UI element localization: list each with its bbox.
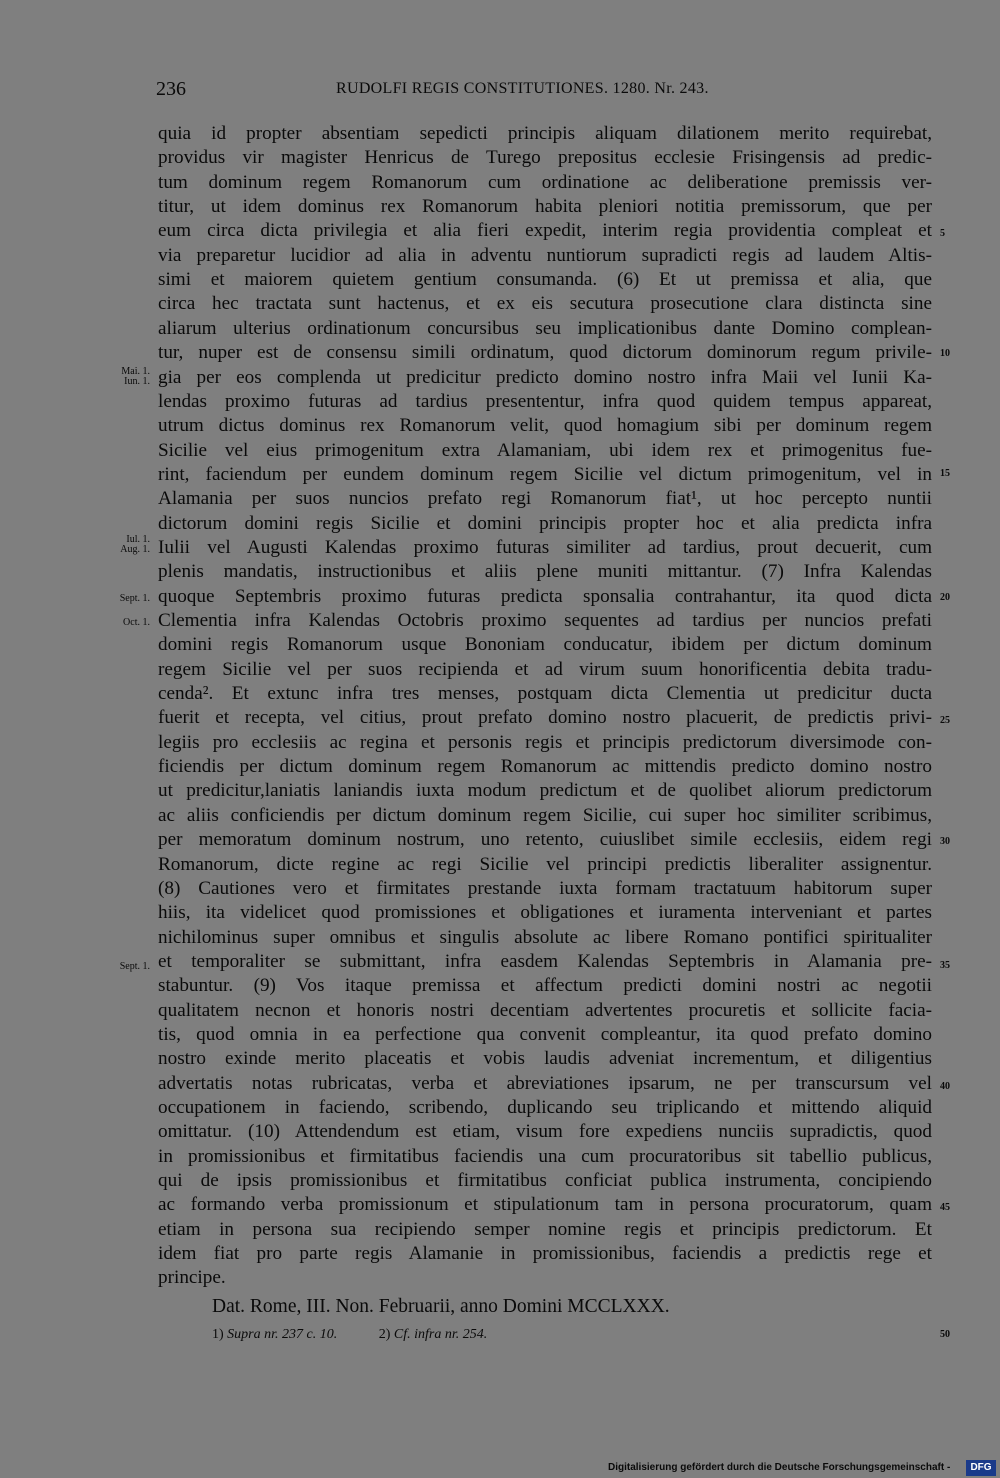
text-line: hiis, ita videlicet quod promissiones et obligationes et iuramenta interveniant et partes <box>158 902 932 923</box>
text-line: Sicilie vel eius primogenitum extra Alamaniam, ubi idem rex et primogenitus fue- <box>158 440 932 461</box>
digitization-credit: Digitalisierung gefördert durch die Deutsche Forschungsgemeinschaft - <box>608 1462 951 1473</box>
text-line: titur, ut idem dominus rex Romanorum habita pleniori notitia premissorum, que per <box>158 196 932 217</box>
text-line: providus vir magister Henricus de Turego prepositus ecclesie Frisingensis ad predic- <box>158 147 932 168</box>
text-line: domini regis Romanorum usque Bononiam conducatur, ibidem per dictum dominum <box>158 634 932 655</box>
text-line: nichilominus super omnibus et singulis absolute ac libere Romano pontifici spiritualiter <box>158 927 932 948</box>
margin-date-sept: Sept. 1. <box>119 593 150 604</box>
line-number: 5 <box>940 228 945 239</box>
text-line: dictorum domini regis Sicilie et domini principis propter hoc et alia predicta infra <box>158 513 932 534</box>
footnote-1-number: 1) <box>212 1327 224 1342</box>
text-line: tis, quod omnia in ea perfectione qua convenit compleantur, ita quod prefato domino <box>158 1024 932 1045</box>
line-number: 10 <box>940 348 950 359</box>
margin-date-sept: Sept. 1. <box>119 961 150 972</box>
text-line: Clementia infra Kalendas Octobris proximo sequentes ad tardius per nuncios prefati <box>158 610 932 631</box>
text-line: tur, nuper est de consensu simili ordinatum, quod dictorum dominorum regum privile- <box>158 342 932 363</box>
line-number: 15 <box>940 468 950 479</box>
text-line: legiis pro ecclesiis ac regina et personis regis et principis predictorum diversimode con- <box>158 732 932 753</box>
text-line: Iulii vel Augusti Kalendas proximo futuras similiter ad tardius, prout decuerit, cum <box>158 537 932 558</box>
text-line: Romanorum, dicte regine ac regi Sicilie vel principi predictis liberaliter assignentur. <box>158 854 932 875</box>
text-line: stabuntur. (9) Vos itaque premissa et affectum predicti domini nostri ac negotii <box>158 975 932 996</box>
text-line: qualitatem necnon et honoris nostri decentiam advertentes procuretis et sollicite facia- <box>158 1000 932 1021</box>
line-number: 40 <box>940 1081 950 1092</box>
footnotes <box>212 1326 487 1344</box>
text-line: principe. <box>158 1267 226 1288</box>
text-line: quoque Septembris proximo futuras predicta sponsalia contrahantur, ita quod dicta <box>158 586 932 607</box>
text-line: circa hec tractata sunt hactenus, et ex eis secutura prosecutione clara distincta sine <box>158 293 932 314</box>
text-line: advertatis notas rubricatas, verba et abreviationes ipsarum, ne per transcursum vel <box>158 1073 932 1094</box>
line-number: 45 <box>940 1202 950 1213</box>
text-line: per memoratum dominum nostrum, uno retento, cuiuslibet simile ecclesiis, eidem regi <box>158 829 932 850</box>
text-line: ac aliis conficiendis per dictum dominum regem Sicilie, cui super hoc similiter scribimus, <box>158 805 932 826</box>
text-line: quia id propter absentiam sepedicti principis aliquam dilationem merito requirebat, <box>158 123 932 144</box>
footnote-2-number: 2) <box>378 1327 391 1342</box>
text-line: occupationem in faciendo, scribendo, duplicando seu triplicando et mittendo aliquid <box>158 1097 932 1118</box>
line-number: 25 <box>940 715 950 726</box>
footnote-1-text: Supra nr. 237 c. 10. <box>227 1327 338 1342</box>
text-line: etiam in persona sua recipiendo semper nomine regis et principis predictorum. Et <box>158 1219 932 1240</box>
text-line: in promissionibus et firmitatibus faciendis una cum procuratoribus sit tabellio publicus, <box>158 1146 932 1167</box>
running-title: RUDOLFI REGIS CONSTITUTIONES. 1280. Nr. 243. <box>336 80 709 97</box>
text-line: regem Sicilie vel per suos recipienda et ad virum suum honorificentia debita tradu- <box>158 659 932 680</box>
text-line: fuerit et recepta, vel citius, prout prefato domino nostro placuerit, de predictis privi- <box>158 707 932 728</box>
line-number: 20 <box>940 592 950 603</box>
text-line: tum dominum regem Romanorum cum ordinatione ac deliberatione premissis ver- <box>158 172 932 193</box>
margin-date-mai: Mai. 1. <box>121 366 150 377</box>
margin-date-aug: Aug. 1. <box>120 544 150 555</box>
text-line: idem fiat pro parte regis Alamanie in promissionibus, faciendis a predictis rege et <box>158 1243 932 1264</box>
text-line: Alamania per suos nuncios prefato regi Romanorum fiat¹, ut hoc percepto nuntii <box>158 488 932 509</box>
line-number: 50 <box>940 1329 950 1340</box>
text-line: omittatur. (10) Attendendum est etiam, visum fore expediens nunciis supradictis, quod <box>158 1121 932 1142</box>
text-line: aliarum ulterius ordinationum concursibus seu implicationibus dante Domino complean- <box>158 318 932 339</box>
text-line: qui de ipsis promissionibus et firmitatibus conficiat publica instrumenta, concipiendo <box>158 1170 932 1191</box>
text-line: simi et maiorem quietem gentium consumanda. (6) Et ut premissa et alia, que <box>158 269 932 290</box>
text-line: (8) Cautiones vero et firmitates prestande iuxta formam tractatuum habitorum super <box>158 878 932 899</box>
line-number: 30 <box>940 836 950 847</box>
text-line: et temporaliter se submittant, infra easdem Kalendas Septembris in Alamania pre- <box>158 951 932 972</box>
text-line: eum circa dicta privilegia et alia fieri expedit, interim regia providentia compleat et <box>158 220 932 241</box>
text-line: plenis mandatis, instructionibus et aliis plene muniti mittantur. (7) Infra Kalendas <box>158 561 932 582</box>
margin-date-iun: Iun. 1. <box>124 376 150 387</box>
text-line: gia per eos complenda ut predicitur predicto domino nostro infra Maii vel Iunii Ka- <box>158 367 932 388</box>
dating-clause: Dat. Rome, III. Non. Februarii, anno Domini MCCLXXX. <box>212 1296 670 1317</box>
text-line: ficiendis per dictum dominum regem Romanorum ac mittendis predicto domino nostro <box>158 756 932 777</box>
text-line: cenda². Et extunc infra tres menses, postquam dicta Clementia ut predicitur ducta <box>158 683 932 704</box>
text-line: rint, faciendum per eundem dominum regem Sicilie vel dictum primogenitum, vel in <box>158 464 932 485</box>
text-line: via preparetur lucidior ad alia in adventu nuntiorum supradicti regis ad laudem Altis- <box>158 245 932 266</box>
text-line: utrum dictus dominus rex Romanorum velit, quod homagium sibi per dominum regem <box>158 415 932 436</box>
text-line: ut predicitur,laniatis laniandis iuxta modum predictum et de quolibet aliorum predictorum <box>158 780 932 801</box>
footnote-2-text: Cf. infra nr. 254. <box>393 1327 488 1342</box>
text-line: lendas proximo futuras ad tardius presententur, infra quod quidem tempus appareat, <box>158 391 932 412</box>
page-header <box>156 78 756 102</box>
text-line: nostro exinde merito placeatis et vobis laudis adveniat incrementum, et diligentius <box>158 1048 932 1069</box>
page-number: 236 <box>156 78 186 100</box>
margin-date-iul: Iul. 1. <box>126 534 150 545</box>
line-number: 35 <box>940 960 950 971</box>
text-line: ac formando verba promissionum et stipulationum tam in persona procuratorum, quam <box>158 1194 932 1215</box>
dfg-logo: DFG <box>966 1460 996 1476</box>
margin-date-oct: Oct. 1. <box>123 617 150 628</box>
